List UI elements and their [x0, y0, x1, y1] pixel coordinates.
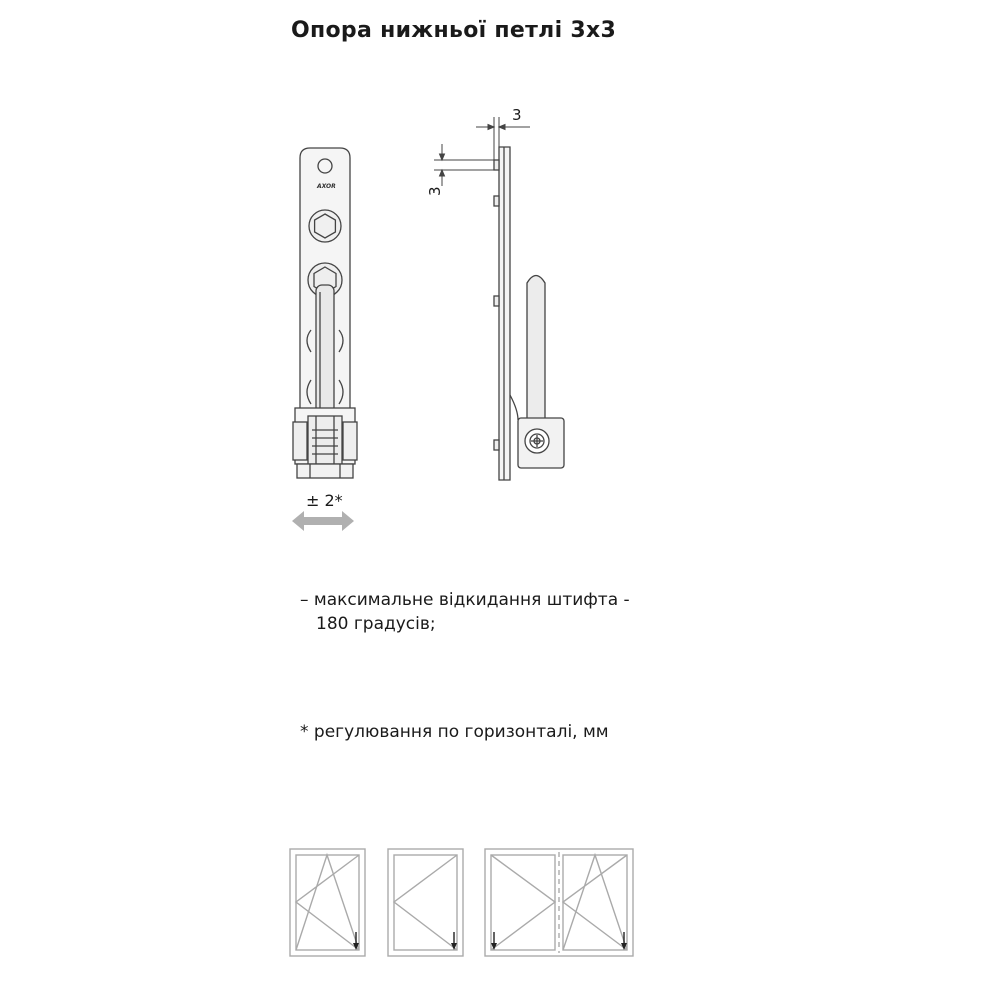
note-max-opening — [300, 588, 630, 636]
brand-mark: AXOR — [317, 183, 336, 190]
note-line-1: – максимальне відкидання штифта - — [300, 590, 630, 610]
front-view-drawing — [293, 148, 357, 478]
footnote: * регулювання по горизонталі, мм — [300, 722, 609, 742]
double-turn-tilt-window-icon — [485, 849, 633, 956]
note-line-2: 180 градусів; — [316, 614, 436, 634]
dimension-vertical-label: 3 — [426, 186, 444, 196]
horizontal-adjustment-arrow — [292, 511, 354, 531]
side-view-drawing — [494, 147, 564, 480]
turn-tilt-left-window-icon — [290, 849, 365, 956]
adjustment-label: ± 2* — [306, 491, 343, 510]
dimension-horizontal-label: 3 — [512, 106, 522, 124]
turn-left-window-icon — [388, 849, 463, 956]
dimension-lines — [434, 117, 530, 186]
page-title: Опора нижньої петлі 3x3 — [291, 18, 617, 43]
